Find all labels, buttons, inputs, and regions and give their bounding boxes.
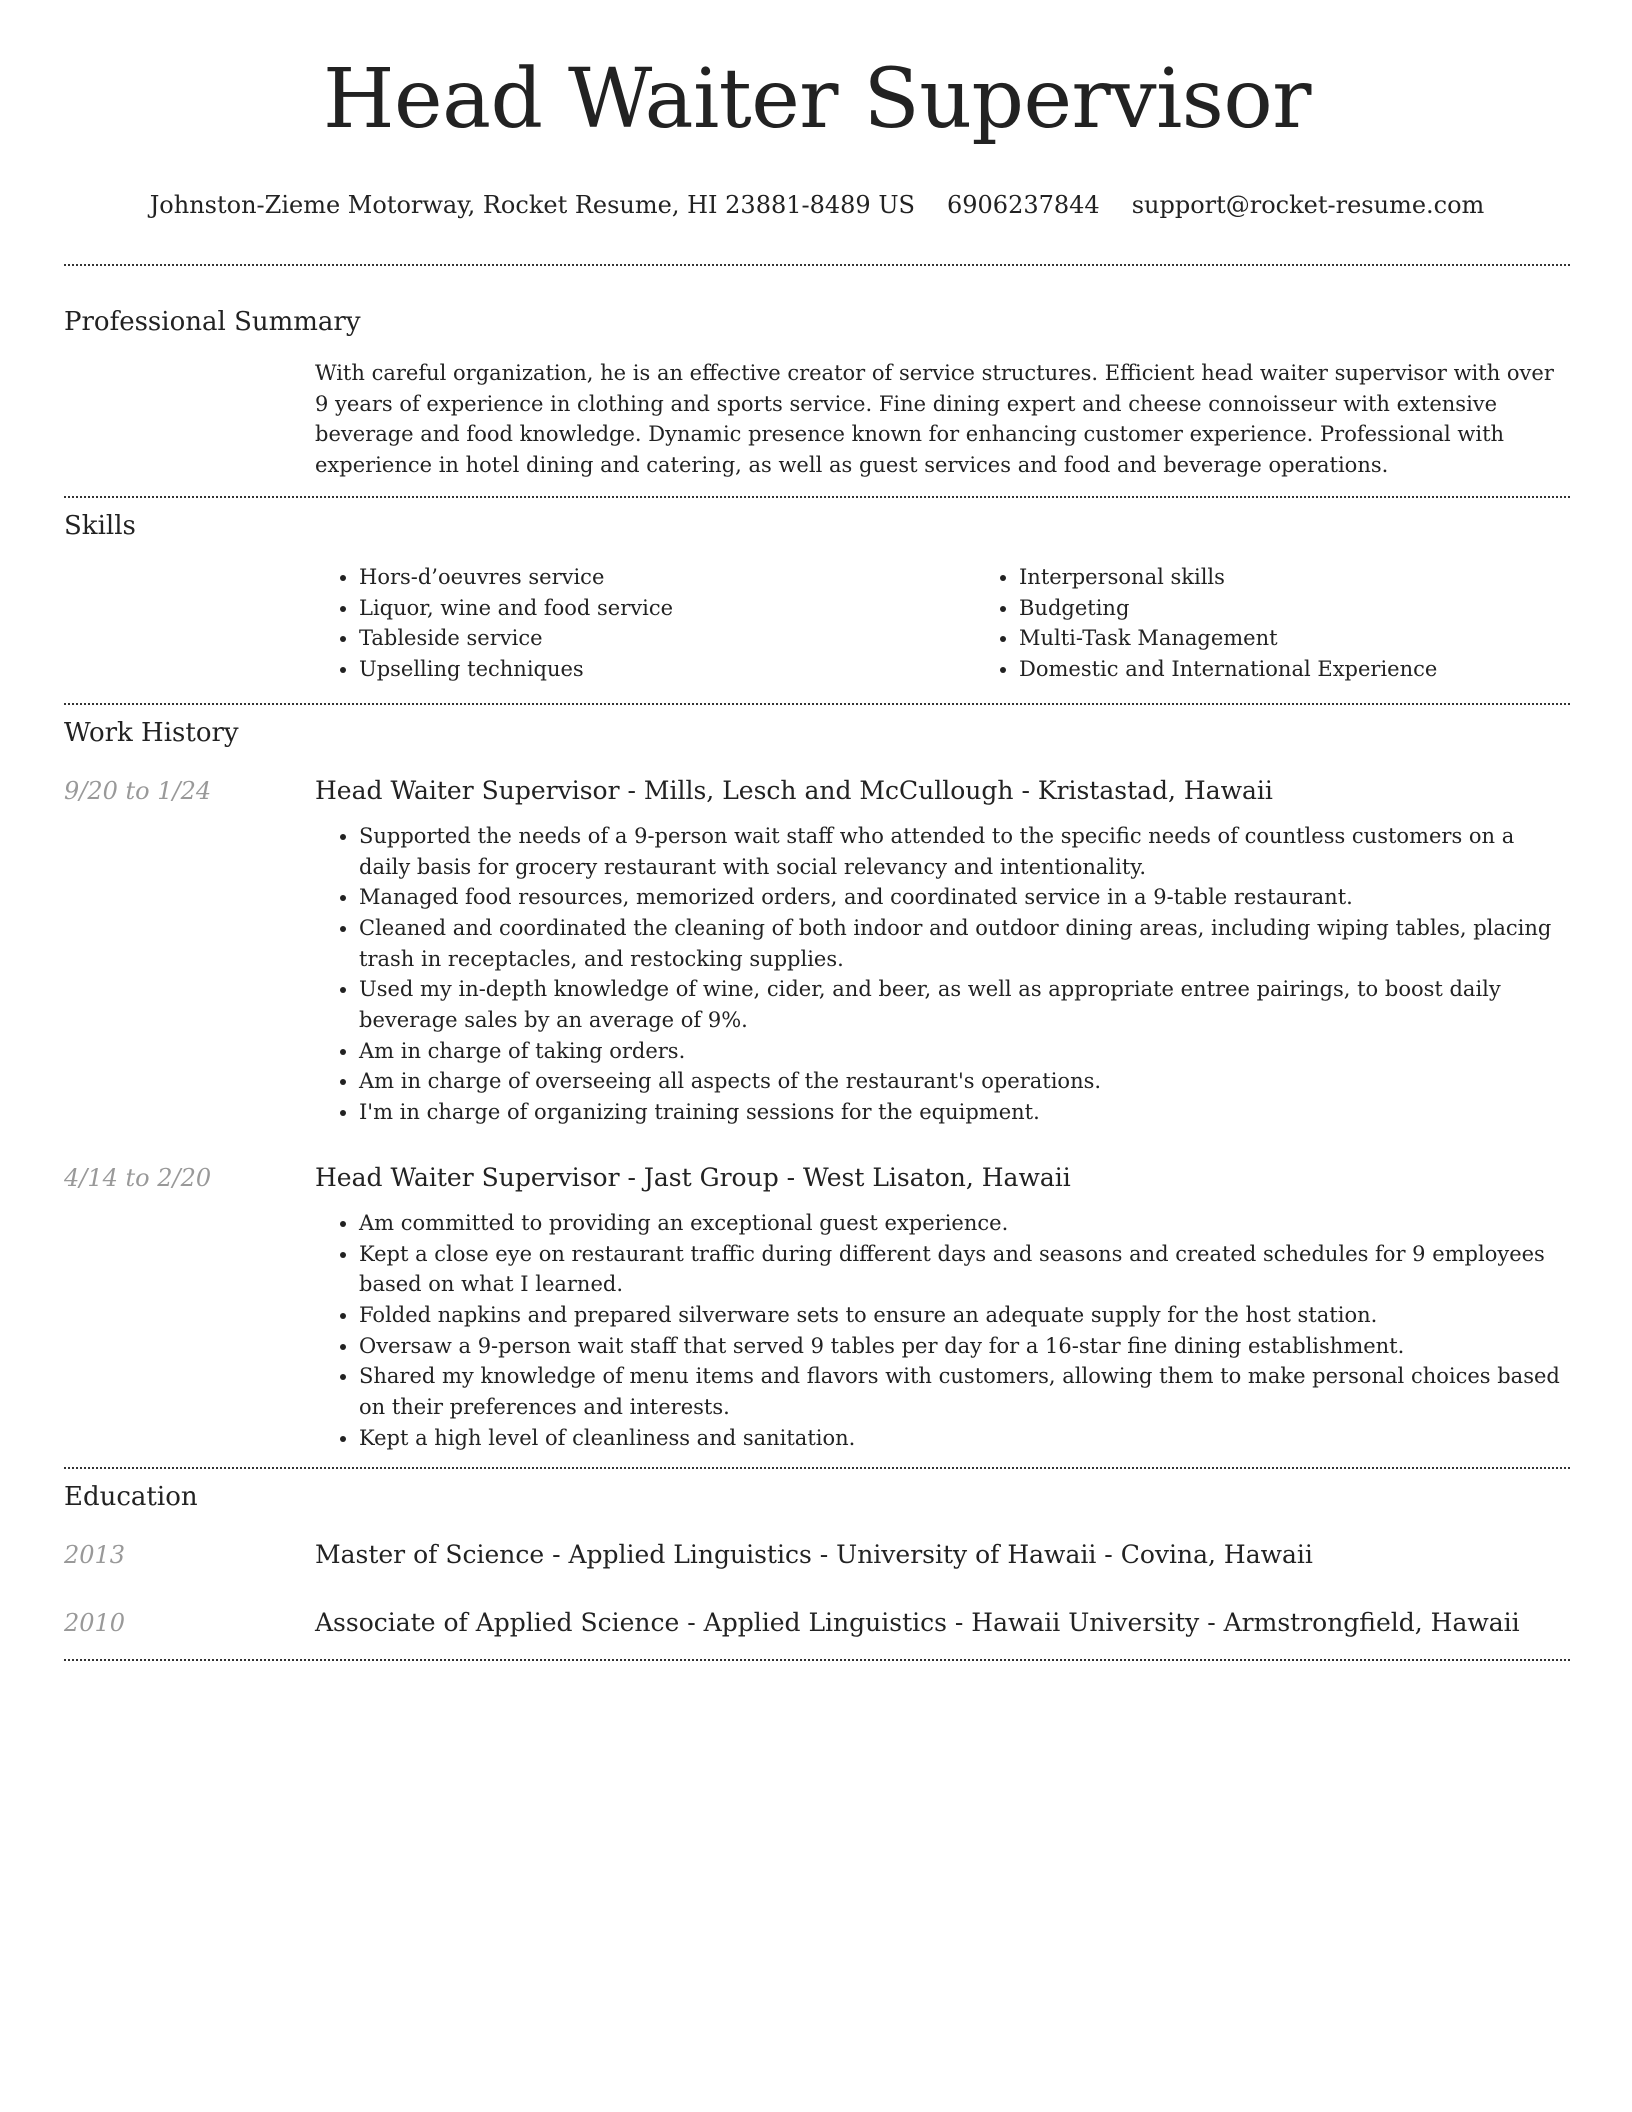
job-bullet: • Supported the needs of a 9-person wait staff who attended to the specific needs of countless customers on a daily basis for grocery restaurant with social relevancy and intentionality. — [359, 821, 1570, 882]
skill-item: • Liquor, wine and food service — [359, 593, 975, 624]
job-bullet: • Kept a close eye on restaurant traffic during different days and seasons and created schedules for 9 employees based on what I learned. — [359, 1239, 1570, 1300]
job-bullet: • I'm in charge of organizing training sessions for the equipment. — [359, 1097, 1570, 1128]
work-history-section — [64, 717, 1570, 1454]
skill-item: • Domestic and International Experience — [1019, 654, 1632, 685]
job-entry — [64, 1162, 1570, 1454]
education-entry — [64, 1607, 1570, 1639]
job-title: Head Waiter Supervisor - Jast Group - West Lisaton, Hawaii — [315, 1162, 1071, 1192]
skill-item: • Budgeting — [1019, 593, 1632, 624]
skills-section — [64, 510, 1570, 685]
skill-item: • Multi-Task Management — [1019, 623, 1632, 654]
job-bullet: • Cleaned and coordinated the cleaning of both indoor and outdoor dining areas, including wiping tables, placing trash in receptacles, and restocking supplies. — [359, 913, 1570, 974]
job-entry — [64, 775, 1570, 1128]
section-title-work: Work History — [64, 717, 239, 748]
skills-column-left — [315, 562, 975, 685]
job-bullet: • Managed food resources, memorized orders, and coordinated service in a 9-table restaurant. — [359, 882, 1570, 913]
education-year: 2013 — [64, 1541, 126, 1570]
contact-phone: 6906237844 — [946, 191, 1100, 219]
skills-column-right — [975, 562, 1632, 685]
job-bullets — [315, 1208, 1570, 1454]
education-title: Associate of Applied Science - Applied Linguistics - Hawaii University - Armstrongfield, Hawaii — [315, 1608, 1520, 1638]
education-section — [64, 1481, 1570, 1639]
divider — [64, 703, 1570, 705]
education-title: Master of Science - Applied Linguistics - University of Hawaii - Covina, Hawaii — [315, 1540, 1313, 1570]
section-title-education: Education — [64, 1482, 198, 1513]
job-bullet: • Am committed to providing an exceptional guest experience. — [359, 1208, 1570, 1239]
job-bullet: • Used my in-depth knowledge of wine, cider, and beer, as well as appropriate entree pairings, to boost daily beverage sales by an average of 9%. — [359, 974, 1570, 1035]
divider — [64, 264, 1570, 266]
job-bullets — [315, 821, 1570, 1128]
job-bullet: • Folded napkins and prepared silverware sets to ensure an adequate supply for the host station. — [359, 1300, 1570, 1331]
skill-item: • Tableside service — [359, 623, 975, 654]
education-entry — [64, 1539, 1570, 1571]
job-bullet: • Kept a high level of cleanliness and sanitation. — [359, 1423, 1570, 1454]
resume-page — [64, 0, 1570, 1661]
skill-item: • Interpersonal skills — [1019, 562, 1632, 593]
divider — [64, 1659, 1570, 1661]
job-title: Head Waiter Supervisor - Mills, Lesch and McCullough - Kristastad, Hawaii — [315, 775, 1273, 805]
education-year: 2010 — [64, 1609, 126, 1638]
candidate-name: Head Waiter Supervisor — [323, 52, 1311, 147]
section-title-summary: Professional Summary — [64, 307, 361, 337]
job-dates: 4/14 to 2/20 — [64, 1163, 212, 1192]
section-title-skills: Skills — [64, 511, 136, 541]
summary-section — [64, 306, 1570, 480]
divider — [64, 1467, 1570, 1469]
summary-text: With careful organization, he is an effective creator of service structures. Efficient head waiter supervisor with over 9 years of experience in clothing and sports service. Fine dining expert and cheese connoisseur with extensive beverage and food knowledge. Dynamic presence known for enhancing customer experience. Professional with experience in hotel dining and catering, as well as guest services and food and beverage operations. — [315, 361, 1554, 477]
contact-email: support@rocket-resume.com — [1131, 191, 1485, 219]
job-dates: 9/20 to 1/24 — [64, 776, 212, 805]
job-bullet: • Shared my knowledge of menu items and flavors with customers, allowing them to make personal choices based on their preferences and interests. — [359, 1361, 1570, 1422]
contact-line — [64, 190, 1570, 220]
contact-address: Johnston-Zieme Motorway, Rocket Resume, HI 23881-8489 US — [149, 191, 915, 219]
job-bullet: • Am in charge of taking orders. — [359, 1036, 1570, 1067]
skills-list — [315, 562, 1632, 685]
job-bullet: • Oversaw a 9-person wait staff that served 9 tables per day for a 16-star fine dining establishment. — [359, 1331, 1570, 1362]
skill-item: • Upselling techniques — [359, 654, 975, 685]
skill-item: • Hors-d’oeuvres service — [359, 562, 975, 593]
job-bullet: • Am in charge of overseeing all aspects of the restaurant's operations. — [359, 1066, 1570, 1097]
divider — [64, 496, 1570, 498]
